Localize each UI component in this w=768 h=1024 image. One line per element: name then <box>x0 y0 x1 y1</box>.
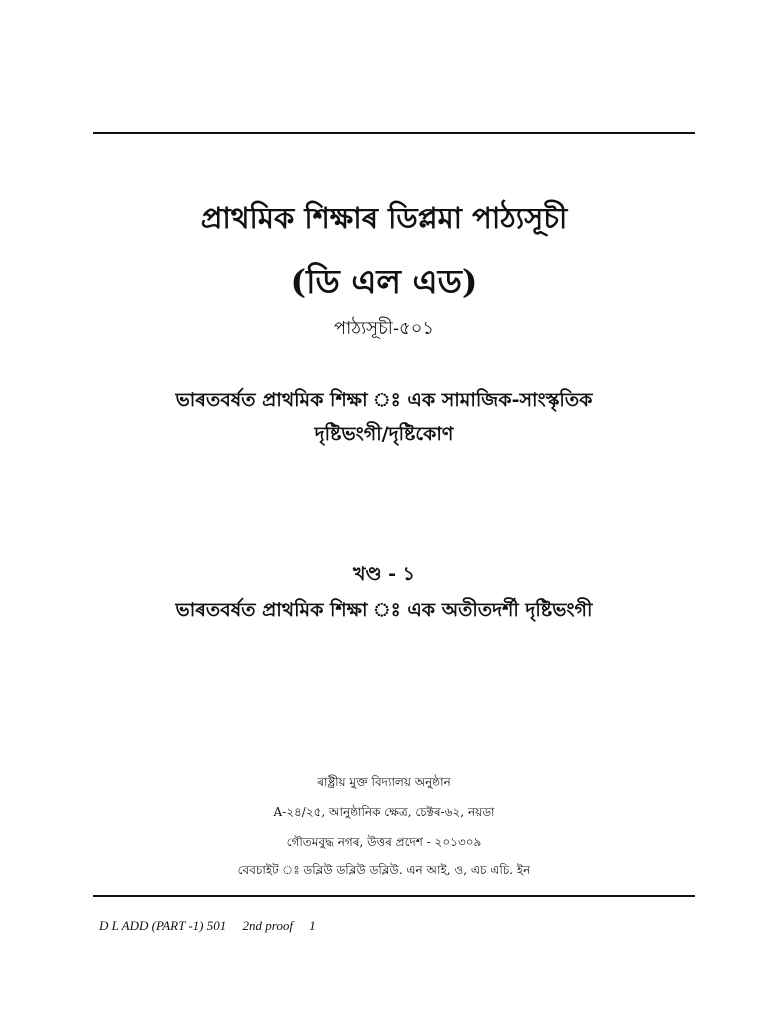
publisher-address-line2: গৌতমবুদ্ধ নগৰ, উত্তৰ প্ৰদেশ - ২০১৩০৯ <box>286 835 482 849</box>
course-code: পাঠ্যসূচী-৫০১ <box>333 318 435 339</box>
top-divider <box>93 132 695 134</box>
document-title: প্ৰাথমিক শিক্ষাৰ ডিপ্লমা পাঠ্যসূচী <box>200 201 568 235</box>
footer-proof-note: D L ADD (PART -1) 501 2nd proof 1 <box>99 918 316 933</box>
subject-title-line1: ভাৰতবৰ্ষত প্ৰাথমিক শিক্ষা ঃ এক সামাজিক-সাংস্কৃতিক <box>175 389 593 411</box>
block-label: খণ্ড - ১ <box>352 563 416 585</box>
bottom-divider <box>93 895 695 897</box>
block-title: ভাৰতবৰ্ষত প্ৰাথমিক শিক্ষা ঃ এক অতীতদৰ্শী দৃষ্টিভংগী <box>175 599 593 621</box>
publisher-address-line1: A-২৪/২৫, আনুষ্ঠানিক ক্ষেত্ৰ, চেক্টৰ-৬২, নয়ডা <box>273 805 495 819</box>
publisher-name: ৰাষ্ট্ৰীয় মুক্ত বিদ্যালয় অনুষ্ঠান <box>317 775 451 789</box>
document-subtitle: (ডি এল এড) <box>290 262 478 301</box>
subject-title-line2: দৃষ্টিভংগী/দৃষ্টিকোণ <box>314 423 454 445</box>
publisher-website: বেবচাইট ঃ ডব্লিউ ডব্লিউ ডব্লিউ. এন আই, ও, এচ এচি. ইন <box>237 863 531 877</box>
